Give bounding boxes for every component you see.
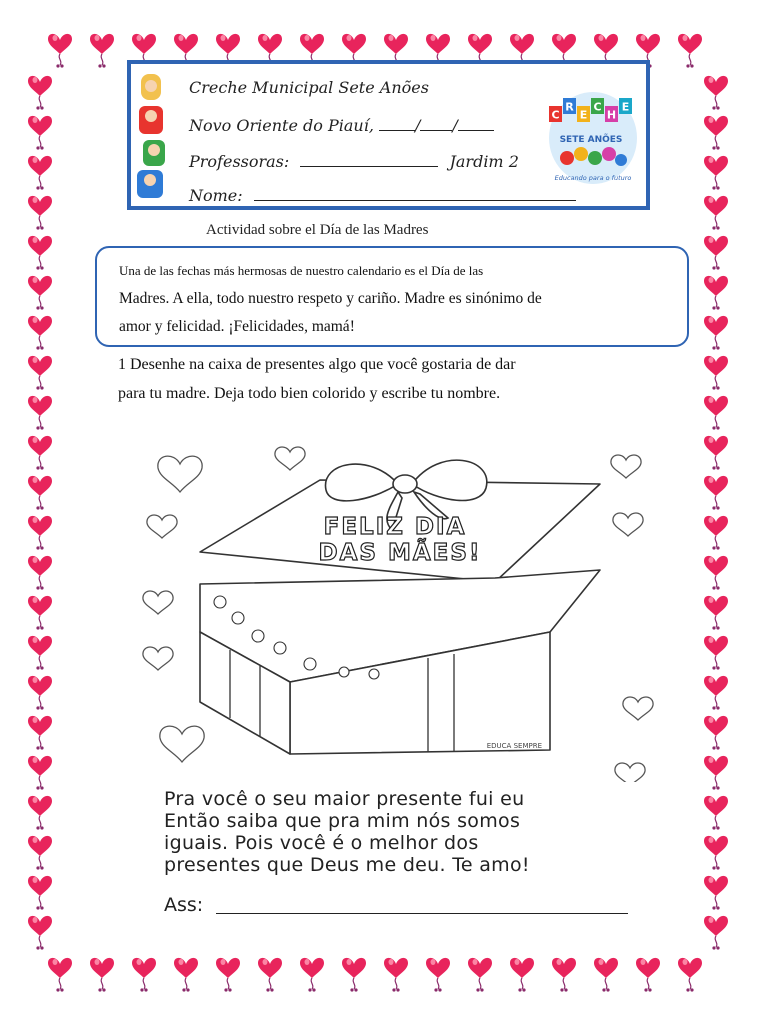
name-field[interactable] — [189, 186, 576, 205]
heart-balloon-icon — [28, 116, 52, 150]
heart-balloon-icon — [28, 76, 52, 110]
heart-balloon-icon — [28, 636, 52, 670]
activity-title: Actividad sobre el Día de las Madres — [206, 222, 429, 238]
heart-balloon-icon — [48, 34, 72, 68]
heart-balloon-icon — [636, 958, 660, 992]
heart-balloon-icon — [28, 516, 52, 550]
heart-outline-icon — [143, 591, 173, 614]
logo-letter: E — [621, 100, 630, 114]
heart-balloon-icon — [300, 958, 324, 992]
heart-balloon-icon — [28, 836, 52, 870]
heart-balloon-icon — [28, 716, 52, 750]
heart-balloon-icon — [28, 796, 52, 830]
heart-balloon-icon — [28, 476, 52, 510]
logo-tagline: Educando para o futuro — [554, 174, 632, 182]
illustration-title-line-2: DAS MÃES! — [318, 540, 482, 566]
heart-balloon-icon — [132, 958, 156, 992]
heart-balloon-icon — [704, 796, 728, 830]
heart-balloon-icon — [28, 316, 52, 350]
heart-balloon-icon — [28, 396, 52, 430]
heart-balloon-icon — [28, 196, 52, 230]
heart-balloon-icon — [704, 436, 728, 470]
poem-line-3: iguais. Pois você é o melhor dos — [164, 832, 479, 854]
creche-logo-icon — [543, 80, 639, 188]
heart-balloon-icon — [704, 396, 728, 430]
heart-balloon-icon — [704, 556, 728, 590]
instruction-line-2: para tu madre. Deja todo bien colorido y escribe tu nombre. — [118, 385, 501, 402]
heart-balloon-icon — [28, 156, 52, 190]
signature-label: Ass: — [164, 894, 204, 916]
heart-outline-icon — [275, 447, 305, 470]
heart-balloon-icon — [28, 596, 52, 630]
poem-line-1: Pra você o seu maior presente fui eu — [164, 788, 525, 810]
heart-outline-icon — [623, 697, 653, 720]
heart-balloon-icon — [384, 958, 408, 992]
header-box — [127, 60, 650, 210]
logo-letter: R — [565, 100, 574, 114]
logo-letter: C — [593, 100, 602, 114]
heart-balloon-icon — [28, 876, 52, 910]
intro-line-3: amor y felicidad. ¡Felicidades, mamá! — [119, 318, 355, 335]
heart-balloon-icon — [704, 596, 728, 630]
heart-balloon-icon — [704, 316, 728, 350]
heart-balloon-icon — [28, 676, 52, 710]
heart-balloon-icon — [48, 958, 72, 992]
heart-balloon-icon — [28, 276, 52, 310]
heart-balloon-icon — [704, 196, 728, 230]
heart-balloon-icon — [594, 958, 618, 992]
heart-outline-icon — [143, 647, 173, 670]
heart-balloon-icon — [28, 236, 52, 270]
intro-box — [95, 246, 689, 347]
heart-balloon-icon — [426, 958, 450, 992]
heart-balloon-icon — [704, 756, 728, 790]
poem-line-4: presentes que Deus me deu. Te amo! — [164, 854, 530, 876]
heart-balloon-icon — [704, 116, 728, 150]
heart-balloon-icon — [678, 958, 702, 992]
dwarf-decoration-icon — [135, 70, 175, 202]
illustration-credit: EDUCA SEMPRE — [486, 742, 542, 750]
heart-outline-icon — [158, 456, 202, 492]
heart-balloon-icon — [704, 916, 728, 950]
heart-outline-icon — [611, 455, 641, 478]
heart-balloon-icon — [704, 516, 728, 550]
heart-balloon-icon — [216, 958, 240, 992]
logo-letter: H — [606, 108, 617, 122]
school-name: Creche Municipal Sete Anões — [189, 78, 429, 97]
heart-outline-icon — [613, 513, 643, 536]
poem-line-2: Então saiba que pra mim nós somos — [164, 810, 521, 832]
heart-balloon-icon — [468, 958, 492, 992]
illustration-title-line-1: FELIZ DIA — [323, 514, 467, 540]
heart-balloon-icon — [704, 636, 728, 670]
intro-line-1: Una de las fechas más hermosas de nuestro calendario es el Día de las — [119, 263, 484, 278]
location-label: Novo Oriente do Piauí, — [189, 116, 374, 135]
heart-balloon-icon — [704, 356, 728, 390]
heart-balloon-icon — [28, 356, 52, 390]
heart-balloon-icon — [174, 958, 198, 992]
signature-line[interactable] — [216, 913, 628, 914]
heart-balloon-icon — [552, 958, 576, 992]
heart-balloon-icon — [704, 236, 728, 270]
heart-balloon-icon — [704, 76, 728, 110]
logo-subtitle: SETE ANÕES — [559, 135, 623, 145]
heart-balloon-icon — [704, 156, 728, 190]
heart-balloon-icon — [510, 958, 534, 992]
location-field[interactable]: Novo Oriente do Piauí, / / — [189, 116, 494, 135]
name-label: Nome: — [189, 186, 243, 205]
heart-balloon-icon — [342, 958, 366, 992]
heart-outline-icon — [615, 763, 645, 782]
heart-balloon-icon — [704, 716, 728, 750]
instruction-line-1: 1 Desenhe na caixa de presentes algo que você gostaria de dar — [118, 356, 516, 373]
logo-letter: E — [579, 108, 588, 122]
heart-balloon-icon — [28, 556, 52, 590]
heart-balloon-icon — [704, 836, 728, 870]
intro-line-2: Madres. A ella, todo nuestro respeto y cariño. Madre es sinónimo de — [119, 290, 542, 307]
heart-balloon-icon — [704, 676, 728, 710]
heart-balloon-icon — [90, 958, 114, 992]
heart-outline-icon — [147, 515, 177, 538]
teachers-label: Professoras: — [189, 152, 290, 171]
heart-outline-icon — [160, 726, 204, 762]
heart-balloon-icon — [704, 476, 728, 510]
heart-balloon-icon — [28, 756, 52, 790]
logo-letter: C — [551, 108, 560, 122]
class-label: Jardim 2 — [449, 152, 519, 171]
gift-box-illustration — [130, 432, 660, 782]
heart-balloon-icon — [678, 34, 702, 68]
heart-balloon-icon — [704, 876, 728, 910]
heart-balloon-icon — [28, 436, 52, 470]
heart-balloon-icon — [90, 34, 114, 68]
heart-balloon-icon — [704, 276, 728, 310]
heart-balloon-icon — [258, 958, 282, 992]
teachers-field[interactable] — [189, 152, 519, 171]
heart-balloon-icon — [28, 916, 52, 950]
